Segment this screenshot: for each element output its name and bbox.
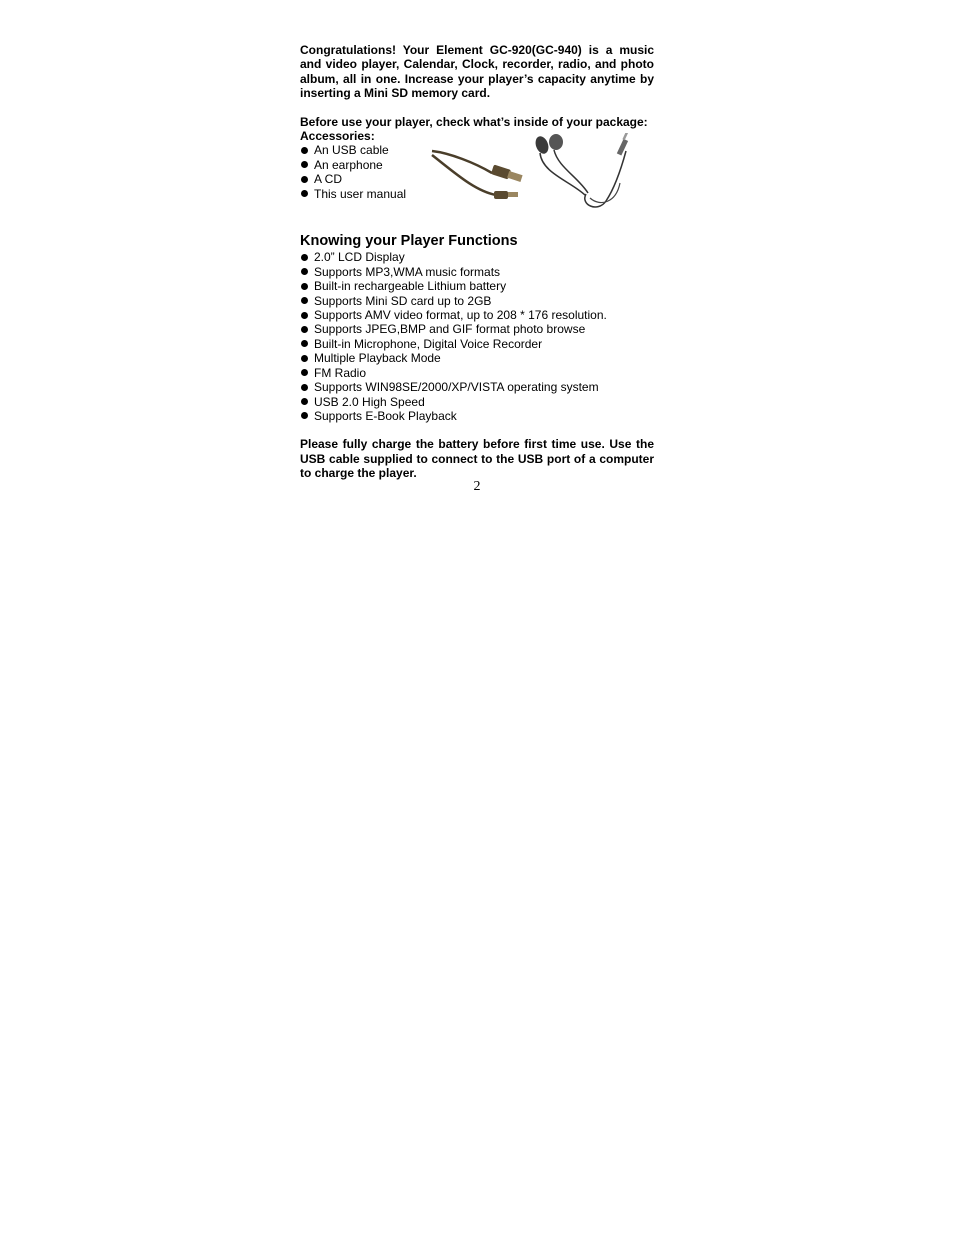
list-item xyxy=(300,250,654,264)
bullet-icon xyxy=(301,355,308,362)
list-item-label: Supports WIN98SE/2000/XP/VISTA operating system xyxy=(314,380,599,395)
bullet-icon xyxy=(301,268,308,275)
bullet-icon xyxy=(301,384,308,391)
functions-list xyxy=(300,250,654,423)
list-item xyxy=(300,409,654,423)
list-item-label: Supports MP3,WMA music formats xyxy=(314,264,501,279)
list-item-label: Supports Mini SD card up to 2GB xyxy=(314,293,492,308)
list-item-label: An earphone xyxy=(314,157,383,172)
list-item xyxy=(300,351,654,365)
bullet-icon xyxy=(301,412,308,419)
bullet-icon xyxy=(301,176,308,183)
usb-cable-image xyxy=(432,151,523,199)
functions-heading: Knowing your Player Functions xyxy=(300,233,518,250)
page-number: 2 xyxy=(473,479,481,494)
list-item xyxy=(300,322,654,336)
list-item-label: Supports AMV video format, up to 208 * 176 resolution. xyxy=(314,308,607,323)
list-item xyxy=(300,337,654,351)
list-item xyxy=(300,279,654,293)
list-item-label: Built-in rechargeable Lithium battery xyxy=(314,279,507,294)
bullet-icon xyxy=(301,147,308,154)
list-item-label: Built-in Microphone, Digital Voice Recorder xyxy=(314,336,543,351)
list-item-label: 2.0” LCD Display xyxy=(314,250,405,265)
list-item xyxy=(300,308,654,322)
package-check-paragraph: Before use your player, check what’s inside of your package: xyxy=(300,114,648,129)
list-item-label: A CD xyxy=(314,172,343,187)
list-item xyxy=(300,294,654,308)
earphone-image xyxy=(533,133,628,207)
accessories-section xyxy=(300,143,654,229)
bullet-icon xyxy=(301,161,308,168)
list-item-label: Multiple Playback Mode xyxy=(314,351,441,366)
list-item xyxy=(300,380,654,394)
intro-paragraph: Congratulations! Your Element GC-920(GC-940) is a music and video player, Calendar, Clock, recorder, radio, and photo album, all in one. Increase your player’s capacity anytime by inserting a Mini SD memory card. xyxy=(300,43,654,101)
bullet-icon xyxy=(301,254,308,261)
manual-page xyxy=(300,43,654,481)
bullet-icon xyxy=(301,326,308,333)
list-item-label: This user manual xyxy=(314,186,407,201)
list-item-label: USB 2.0 High Speed xyxy=(314,394,425,409)
bullet-icon xyxy=(301,297,308,304)
list-item-label: FM Radio xyxy=(314,365,367,380)
list-item xyxy=(300,395,654,409)
bullet-icon xyxy=(301,283,308,290)
accessories-photo xyxy=(430,133,642,219)
list-item-label: Supports JPEG,BMP and GIF format photo browse xyxy=(314,322,586,337)
list-item xyxy=(300,366,654,380)
list-item-label: An USB cable xyxy=(314,143,389,158)
list-item xyxy=(300,265,654,279)
bullet-icon xyxy=(301,340,308,347)
accessories-title: Accessories: xyxy=(300,129,375,144)
bullet-icon xyxy=(301,369,308,376)
charge-note-paragraph: Please fully charge the battery before first time use. Use the USB cable supplied to connect to the USB port of a computer to charge the player. xyxy=(300,437,654,481)
bullet-icon xyxy=(301,312,308,319)
bullet-icon xyxy=(301,190,308,197)
list-item-label: Supports E-Book Playback xyxy=(314,408,457,423)
bullet-icon xyxy=(301,398,308,405)
